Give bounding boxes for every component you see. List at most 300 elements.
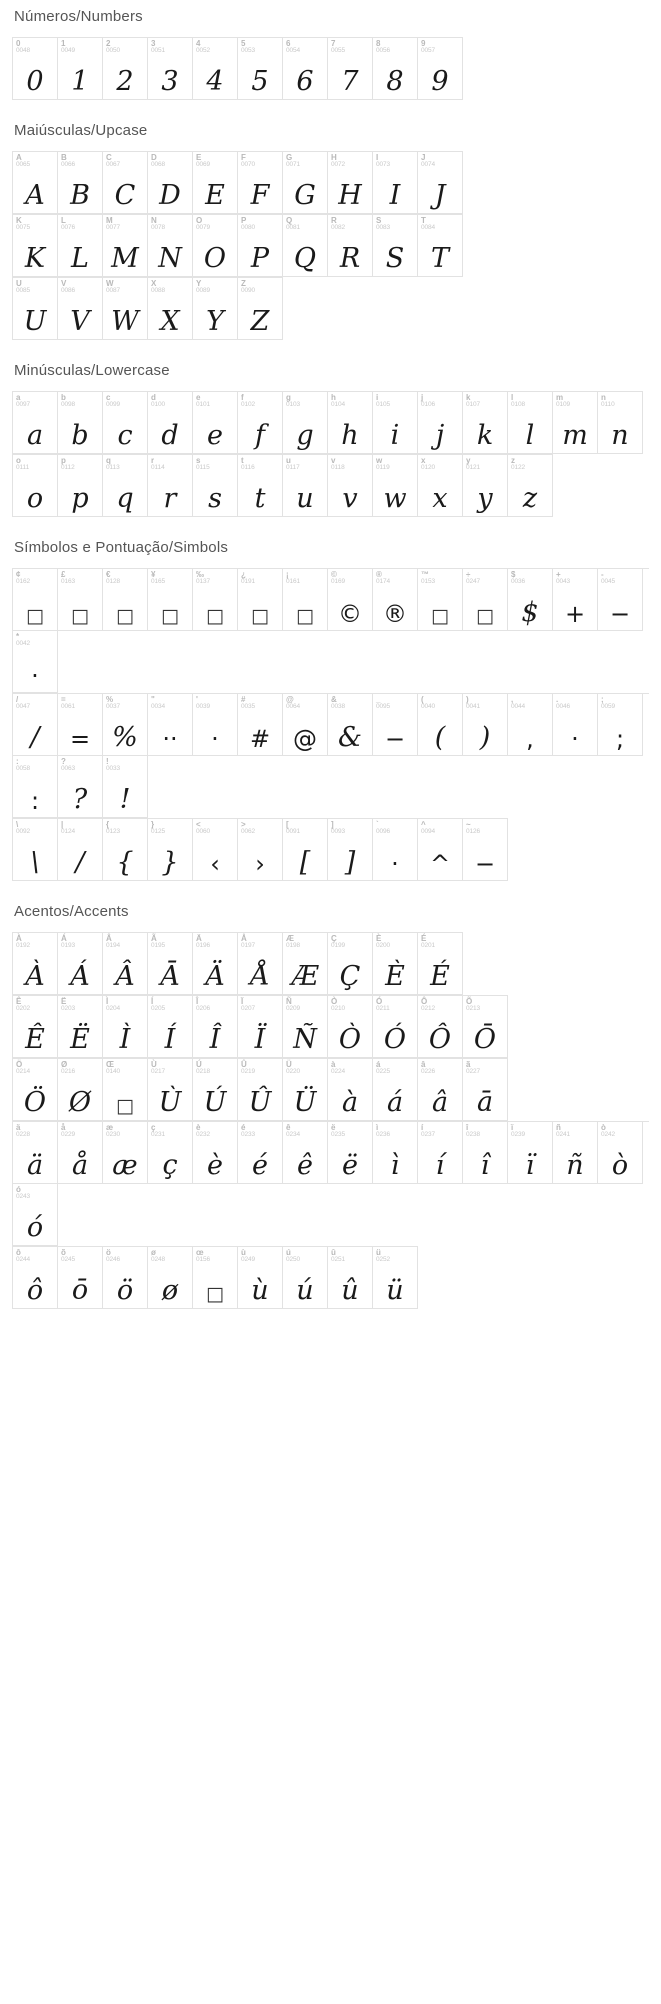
glyph-char-label: È <box>376 934 382 943</box>
glyph-cell[interactable] <box>58 455 103 517</box>
glyph-cell[interactable] <box>13 756 58 818</box>
glyph-code-label: 0107 <box>466 401 481 409</box>
glyph-meta <box>148 38 165 55</box>
glyph-cell[interactable] <box>283 215 328 277</box>
glyph-cell[interactable] <box>283 1122 328 1184</box>
glyph-cell[interactable] <box>13 631 58 693</box>
glyph-cell[interactable] <box>418 694 463 756</box>
glyph-meta <box>328 694 345 711</box>
glyph-char-label: Ã <box>151 934 157 943</box>
glyph-cell[interactable] <box>463 455 508 517</box>
glyph-cell[interactable] <box>373 694 418 756</box>
glyph-cell[interactable] <box>58 996 103 1058</box>
glyph-cell[interactable] <box>508 694 553 756</box>
glyph-cell[interactable] <box>58 756 103 818</box>
glyph-cell[interactable] <box>373 215 418 277</box>
glyph-char-label: C <box>106 153 112 162</box>
glyph-cell[interactable] <box>418 215 463 277</box>
glyph-cell[interactable] <box>103 38 148 100</box>
glyph-meta <box>103 1059 120 1076</box>
glyph-char-label: k <box>466 393 471 402</box>
glyph-preview: Ì <box>119 1024 131 1055</box>
glyph-code-label: 0062 <box>241 828 256 836</box>
glyph-meta <box>193 215 210 232</box>
glyph-cell[interactable] <box>13 1184 58 1246</box>
glyph-cell[interactable] <box>193 996 238 1058</box>
glyph-code-label: 0231 <box>151 1131 166 1139</box>
glyph-preview: ø <box>161 1275 179 1306</box>
glyph-char-label: 1 <box>61 39 66 48</box>
glyph-meta <box>13 278 30 295</box>
glyph-preview: Ó <box>383 1024 407 1055</box>
glyph-cell[interactable] <box>598 569 643 631</box>
glyph-cell[interactable] <box>463 569 508 631</box>
glyph-cell[interactable] <box>553 694 598 756</box>
glyph-cell[interactable] <box>58 152 103 214</box>
glyph-cell[interactable] <box>463 1122 508 1184</box>
glyph-meta <box>283 933 300 950</box>
glyph-cell[interactable] <box>283 152 328 214</box>
glyph-cell[interactable] <box>373 1059 418 1121</box>
glyph-meta <box>103 455 120 472</box>
glyph-meta <box>103 569 120 586</box>
glyph-cell[interactable] <box>103 1059 148 1121</box>
glyph-cell[interactable] <box>463 996 508 1058</box>
glyph-preview: ü <box>386 1275 404 1306</box>
glyph-preview: $ <box>521 597 539 628</box>
glyph-cell[interactable] <box>193 1247 238 1309</box>
glyph-cell[interactable] <box>148 152 193 214</box>
glyph-cell[interactable] <box>58 215 103 277</box>
glyph-cell[interactable] <box>103 1247 148 1309</box>
glyph-char-label: ‰ <box>196 570 204 579</box>
glyph-cell[interactable] <box>13 455 58 517</box>
glyph-meta <box>103 756 120 773</box>
glyph-cell[interactable] <box>508 392 553 454</box>
glyph-cell[interactable] <box>328 569 373 631</box>
glyph-row <box>12 1121 649 1246</box>
glyph-char-label: é <box>241 1123 246 1132</box>
glyph-cell[interactable] <box>283 569 328 631</box>
glyph-cell[interactable] <box>373 569 418 631</box>
glyph-code-label: 0109 <box>556 401 571 409</box>
glyph-cell[interactable] <box>283 392 328 454</box>
glyph-cell[interactable] <box>328 933 373 995</box>
glyph-cell[interactable] <box>103 819 148 881</box>
glyph-cell[interactable] <box>193 569 238 631</box>
glyph-preview: ö <box>116 1275 134 1306</box>
glyph-code-label: 0207 <box>241 1005 256 1013</box>
glyph-cell[interactable] <box>418 819 463 881</box>
glyph-cell[interactable] <box>103 215 148 277</box>
glyph-code-label: 0042 <box>16 640 31 648</box>
glyph-char-label: Í <box>151 997 154 1006</box>
glyph-code-label: 0137 <box>196 578 211 586</box>
glyph-char-label: { <box>106 820 110 829</box>
glyph-cell[interactable] <box>193 1059 238 1121</box>
glyph-preview: X <box>160 306 180 337</box>
glyph-meta <box>373 996 390 1013</box>
glyph-cell[interactable] <box>508 1122 553 1184</box>
glyph-cell[interactable] <box>13 215 58 277</box>
glyph-code-label: 0102 <box>241 401 256 409</box>
glyph-cell[interactable] <box>283 38 328 100</box>
glyph-code-label: 0098 <box>61 401 76 409</box>
glyph-cell[interactable] <box>58 1122 103 1184</box>
glyph-char-label: z <box>511 456 515 465</box>
glyph-cell[interactable] <box>553 392 598 454</box>
glyph-meta <box>418 1059 435 1076</box>
glyph-preview: G <box>294 180 316 211</box>
glyph-preview: Ò <box>338 1024 362 1055</box>
glyph-cell[interactable] <box>13 819 58 881</box>
glyph-cell[interactable] <box>418 38 463 100</box>
glyph-cell[interactable] <box>328 694 373 756</box>
glyph-cell[interactable] <box>13 996 58 1058</box>
glyph-cell[interactable] <box>13 1122 58 1184</box>
glyph-cell[interactable] <box>373 1247 418 1309</box>
glyph-cell[interactable] <box>103 569 148 631</box>
glyph-cell[interactable] <box>238 1247 283 1309</box>
glyph-cell[interactable] <box>418 1059 463 1121</box>
glyph-cell[interactable] <box>328 1122 373 1184</box>
glyph-cell[interactable] <box>328 38 373 100</box>
glyph-cell[interactable] <box>328 819 373 881</box>
glyph-code-label: 0036 <box>511 578 526 586</box>
glyph-preview: ï <box>525 1150 535 1181</box>
glyph-char-label: \ <box>16 820 19 829</box>
glyph-char-label: ã <box>466 1060 471 1069</box>
glyph-cell[interactable] <box>238 1059 283 1121</box>
glyph-preview: U <box>23 306 47 337</box>
glyph-preview: □ <box>476 605 494 627</box>
glyph-cell[interactable] <box>148 392 193 454</box>
glyph-cell[interactable] <box>238 392 283 454</box>
glyph-cell[interactable] <box>13 38 58 100</box>
glyph-preview: Z <box>250 306 270 337</box>
glyph-cell[interactable] <box>103 152 148 214</box>
glyph-cell[interactable] <box>418 392 463 454</box>
glyph-preview: Í <box>164 1024 176 1055</box>
glyph-code-label: 0048 <box>16 47 31 55</box>
glyph-cell[interactable] <box>418 152 463 214</box>
glyph-cell[interactable] <box>373 933 418 995</box>
glyph-meta <box>418 996 435 1013</box>
glyph-cell[interactable] <box>103 756 148 818</box>
glyph-meta <box>238 455 255 472</box>
glyph-cell[interactable] <box>238 278 283 340</box>
glyph-preview: x <box>432 483 448 514</box>
glyph-char-label: ] <box>331 820 334 829</box>
glyph-preview: 0 <box>26 66 44 97</box>
glyph-cell[interactable] <box>508 455 553 517</box>
glyph-preview: □ <box>251 605 269 627</box>
glyph-code-label: 0246 <box>106 1256 121 1264</box>
glyph-preview: ( <box>434 722 446 753</box>
glyph-cell[interactable] <box>148 819 193 881</box>
glyph-cell[interactable] <box>463 1059 508 1121</box>
glyph-preview: 8 <box>386 66 404 97</box>
glyph-preview: □ <box>296 605 314 627</box>
glyph-cell[interactable] <box>193 933 238 995</box>
glyph-cell[interactable] <box>328 1059 373 1121</box>
glyph-cell[interactable] <box>283 694 328 756</box>
glyph-char-label: å <box>61 1123 66 1132</box>
section-numbers <box>12 8 649 100</box>
glyph-cell[interactable] <box>13 152 58 214</box>
glyph-char-label: * <box>16 632 20 641</box>
glyph-preview: = <box>69 725 91 753</box>
glyph-meta <box>373 215 390 232</box>
glyph-meta <box>13 392 30 409</box>
section-uppercase <box>12 122 649 340</box>
glyph-char-label: ; <box>601 695 604 704</box>
glyph-code-label: 0128 <box>106 578 121 586</box>
glyph-code-label: 0067 <box>106 161 121 169</box>
glyph-meta <box>508 569 525 586</box>
glyph-preview: C <box>114 180 136 211</box>
glyph-cell[interactable] <box>238 819 283 881</box>
glyph-cell[interactable] <box>58 1059 103 1121</box>
glyph-cell[interactable] <box>193 278 238 340</box>
glyph-code-label: 0214 <box>16 1068 31 1076</box>
glyph-meta <box>13 152 30 169</box>
glyph-cell[interactable] <box>418 1122 463 1184</box>
glyph-code-label: 0197 <box>241 942 256 950</box>
glyph-cell[interactable] <box>328 215 373 277</box>
glyph-cell[interactable] <box>238 1122 283 1184</box>
glyph-code-label: 0203 <box>61 1005 76 1013</box>
glyph-cell[interactable] <box>328 996 373 1058</box>
glyph-cell[interactable] <box>373 1122 418 1184</box>
glyph-cell[interactable] <box>58 278 103 340</box>
glyph-cell[interactable] <box>13 1059 58 1121</box>
glyph-cell[interactable] <box>238 215 283 277</box>
glyph-code-label: 0121 <box>466 464 481 472</box>
glyph-meta <box>283 1247 300 1264</box>
glyph-cell[interactable] <box>463 694 508 756</box>
glyph-cell[interactable] <box>283 933 328 995</box>
glyph-code-label: 0073 <box>376 161 391 169</box>
glyph-cell[interactable] <box>283 819 328 881</box>
glyph-preview: í <box>435 1150 445 1181</box>
glyph-preview: 6 <box>296 66 314 97</box>
glyph-preview: ‹ <box>210 850 220 878</box>
glyph-cell[interactable] <box>58 569 103 631</box>
glyph-cell[interactable] <box>238 694 283 756</box>
glyph-cell[interactable] <box>373 152 418 214</box>
glyph-code-label: 0116 <box>241 464 255 472</box>
glyph-cell[interactable] <box>148 1059 193 1121</box>
glyph-cell[interactable] <box>598 392 643 454</box>
glyph-cell[interactable] <box>103 996 148 1058</box>
glyph-cell[interactable] <box>148 215 193 277</box>
glyph-cell[interactable] <box>238 152 283 214</box>
glyph-preview: T <box>430 243 449 274</box>
glyph-preview: ! <box>119 784 131 815</box>
glyph-cell[interactable] <box>553 569 598 631</box>
glyph-cell[interactable] <box>328 152 373 214</box>
glyph-preview: e <box>207 420 223 451</box>
glyph-cell[interactable] <box>103 694 148 756</box>
glyph-char-label: = <box>61 695 66 704</box>
glyph-code-label: 0249 <box>241 1256 256 1264</box>
glyph-cell[interactable] <box>148 996 193 1058</box>
glyph-char-label: 4 <box>196 39 201 48</box>
glyph-preview: , <box>526 725 534 753</box>
glyph-meta <box>193 569 210 586</box>
glyph-preview: 3 <box>161 66 179 97</box>
glyph-cell[interactable] <box>463 392 508 454</box>
glyph-preview: é <box>252 1150 268 1181</box>
glyph-preview: ā <box>476 1087 494 1118</box>
glyph-code-label: 0100 <box>151 401 166 409</box>
glyph-cell[interactable] <box>148 1122 193 1184</box>
glyph-cell[interactable] <box>193 1122 238 1184</box>
glyph-cell[interactable] <box>238 933 283 995</box>
glyph-cell[interactable] <box>193 694 238 756</box>
glyph-preview: I <box>389 180 401 211</box>
glyph-cell[interactable] <box>328 392 373 454</box>
glyph-cell[interactable] <box>553 1122 598 1184</box>
glyph-meta <box>283 455 300 472</box>
glyph-code-label: 0163 <box>61 578 76 586</box>
glyph-code-label: 0200 <box>376 942 391 950</box>
glyph-char-label: j <box>421 393 424 402</box>
glyph-cell[interactable] <box>13 933 58 995</box>
glyph-meta <box>58 215 75 232</box>
glyph-preview: h <box>341 420 359 451</box>
glyph-meta <box>103 694 120 711</box>
glyph-cell[interactable] <box>13 569 58 631</box>
glyph-cell[interactable] <box>148 38 193 100</box>
glyph-preview: − <box>474 850 496 878</box>
glyph-cell[interactable] <box>103 455 148 517</box>
glyph-cell[interactable] <box>103 392 148 454</box>
glyph-cell[interactable] <box>238 38 283 100</box>
glyph-cell[interactable] <box>13 1247 58 1309</box>
glyph-cell[interactable] <box>193 455 238 517</box>
glyph-char-label: d <box>151 393 156 402</box>
glyph-cell[interactable] <box>148 694 193 756</box>
glyph-cell[interactable] <box>283 455 328 517</box>
glyph-cell[interactable] <box>148 1247 193 1309</box>
glyph-char-label: e <box>196 393 201 402</box>
glyph-cell[interactable] <box>328 1247 373 1309</box>
glyph-char-label: v <box>331 456 336 465</box>
glyph-char-label: û <box>331 1248 336 1257</box>
glyph-row <box>12 277 283 340</box>
glyph-cell[interactable] <box>373 996 418 1058</box>
glyph-meta <box>418 38 435 55</box>
glyph-preview: Ö <box>23 1087 47 1118</box>
glyph-preview: y <box>477 483 493 514</box>
glyph-char-label: ¡ <box>286 570 289 579</box>
glyph-cell[interactable] <box>373 392 418 454</box>
glyph-cell[interactable] <box>598 1122 643 1184</box>
glyph-preview: ë <box>342 1150 358 1181</box>
glyph-cell[interactable] <box>148 455 193 517</box>
glyph-char-label: ™ <box>421 570 429 579</box>
glyph-cell[interactable] <box>58 819 103 881</box>
glyph-cell[interactable] <box>238 455 283 517</box>
glyph-cell[interactable] <box>148 933 193 995</box>
glyph-preview: + <box>564 600 586 628</box>
glyph-cell[interactable] <box>103 278 148 340</box>
glyph-meta <box>283 819 300 836</box>
glyph-meta <box>508 392 525 409</box>
glyph-meta <box>238 569 255 586</box>
glyph-cell[interactable] <box>148 278 193 340</box>
glyph-code-label: 0085 <box>16 287 31 295</box>
glyph-cell[interactable] <box>238 996 283 1058</box>
glyph-meta <box>148 455 165 472</box>
glyph-cell[interactable] <box>193 215 238 277</box>
glyph-code-label: 0225 <box>376 1068 391 1076</box>
glyph-cell[interactable] <box>373 819 418 881</box>
glyph-preview: · <box>211 725 219 753</box>
glyph-cell[interactable] <box>418 933 463 995</box>
glyph-meta <box>148 1122 165 1139</box>
glyph-preview: n <box>611 420 629 451</box>
glyph-char-label: Z <box>241 279 246 288</box>
glyph-preview: Å <box>250 961 270 992</box>
glyph-cell[interactable] <box>508 569 553 631</box>
glyph-code-label: 0191 <box>241 578 256 586</box>
glyph-cell[interactable] <box>58 38 103 100</box>
glyph-cell[interactable] <box>463 819 508 881</box>
glyph-cell[interactable] <box>13 392 58 454</box>
glyph-cell[interactable] <box>283 996 328 1058</box>
glyph-char-label: ÷ <box>466 570 471 579</box>
glyph-code-label: 0213 <box>466 1005 481 1013</box>
glyph-cell[interactable] <box>193 152 238 214</box>
glyph-cell[interactable] <box>283 1247 328 1309</box>
glyph-cell[interactable] <box>58 392 103 454</box>
glyph-code-label: 0078 <box>151 224 166 232</box>
glyph-preview: c <box>117 420 133 451</box>
glyph-meta <box>373 1247 390 1264</box>
glyph-preview: # <box>249 725 271 753</box>
glyph-cell[interactable] <box>328 455 373 517</box>
glyph-cell[interactable] <box>193 392 238 454</box>
glyph-cell[interactable] <box>418 569 463 631</box>
glyph-cell[interactable] <box>103 933 148 995</box>
glyph-preview: ) <box>479 722 491 753</box>
glyph-cell[interactable] <box>103 1122 148 1184</box>
glyph-cell[interactable] <box>13 694 58 756</box>
glyph-cell[interactable] <box>193 819 238 881</box>
glyph-char-label: ( <box>421 695 424 704</box>
glyph-cell[interactable] <box>193 38 238 100</box>
glyph-cell[interactable] <box>58 933 103 995</box>
glyph-cell[interactable] <box>58 1247 103 1309</box>
glyph-cell[interactable] <box>283 1059 328 1121</box>
glyph-cell[interactable] <box>13 278 58 340</box>
glyph-meta <box>418 569 435 586</box>
glyph-cell[interactable] <box>418 996 463 1058</box>
glyph-cell[interactable] <box>418 455 463 517</box>
glyph-cell[interactable] <box>148 569 193 631</box>
glyph-cell[interactable] <box>373 38 418 100</box>
glyph-meta <box>148 819 165 836</box>
glyph-cell[interactable] <box>598 694 643 756</box>
glyph-code-label: 0114 <box>151 464 165 472</box>
glyph-cell[interactable] <box>238 569 283 631</box>
glyph-cell[interactable] <box>373 455 418 517</box>
glyph-meta <box>238 392 255 409</box>
glyph-cell[interactable] <box>58 694 103 756</box>
